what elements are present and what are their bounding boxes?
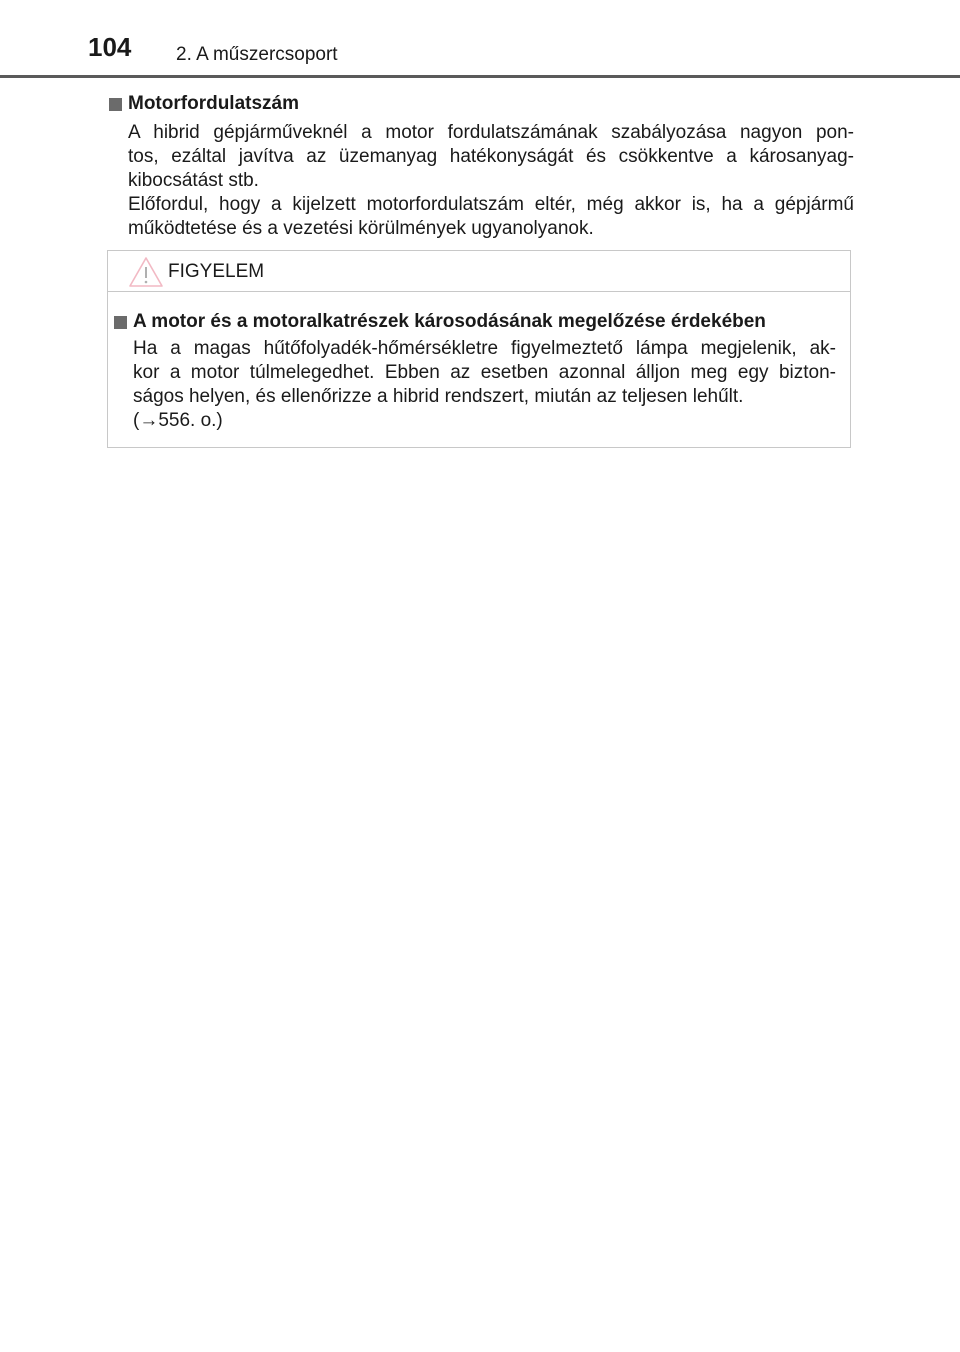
square-bullet-icon	[114, 316, 127, 329]
paragraph-line: tos, ezáltal javítva az üzemanyag hatékonyságát és csökkentve a károsanyag-	[128, 146, 854, 167]
chapter-title: 2. A műszercsoport	[176, 44, 338, 65]
paragraph-line: A hibrid gépjárműveknél a motor fordulatszámának szabályozása nagyon pon-	[128, 122, 854, 143]
section-paragraph	[128, 121, 854, 241]
paragraph-line: ságos helyen, és ellenőrizze a hibrid rendszert, miután az teljesen lehűlt.	[133, 386, 744, 407]
page-number: 104	[88, 32, 132, 62]
warning-label: FIGYELEM	[168, 261, 265, 282]
page-header	[0, 0, 960, 80]
paragraph-line: kibocsátást stb.	[128, 170, 259, 191]
warning-body	[114, 309, 836, 433]
page-reference: (→556. o.)	[133, 410, 223, 431]
paragraph-line: Ha a magas hűtőfolyadék-hőmérsékletre figyelmeztető lámpa megjelenik, ak-	[133, 338, 836, 359]
paragraph-line: Előfordul, hogy a kijelzett motorfordulatszám eltér, még akkor is, ha a gépjármű	[128, 194, 854, 215]
section-engine-speed	[109, 91, 854, 241]
section-title: Motorfordulatszám	[128, 93, 299, 114]
paragraph-line: működtetése és a vezetési körülmények ugyanolyanok.	[128, 218, 594, 239]
square-bullet-icon	[109, 98, 122, 111]
warning-title: A motor és a motoralkatrészek károsodásának megelőzése érdekében	[133, 311, 766, 332]
warning-header	[108, 251, 850, 292]
header-divider	[0, 75, 960, 78]
paragraph-line: kor a motor túlmelegedhet. Ebben az esetben azonnal álljon meg egy bizton-	[133, 362, 836, 383]
warning-box	[107, 250, 851, 448]
warning-heading	[114, 309, 836, 335]
warning-triangle-icon	[128, 256, 164, 288]
section-heading	[109, 91, 854, 117]
warning-paragraph	[133, 337, 836, 433]
